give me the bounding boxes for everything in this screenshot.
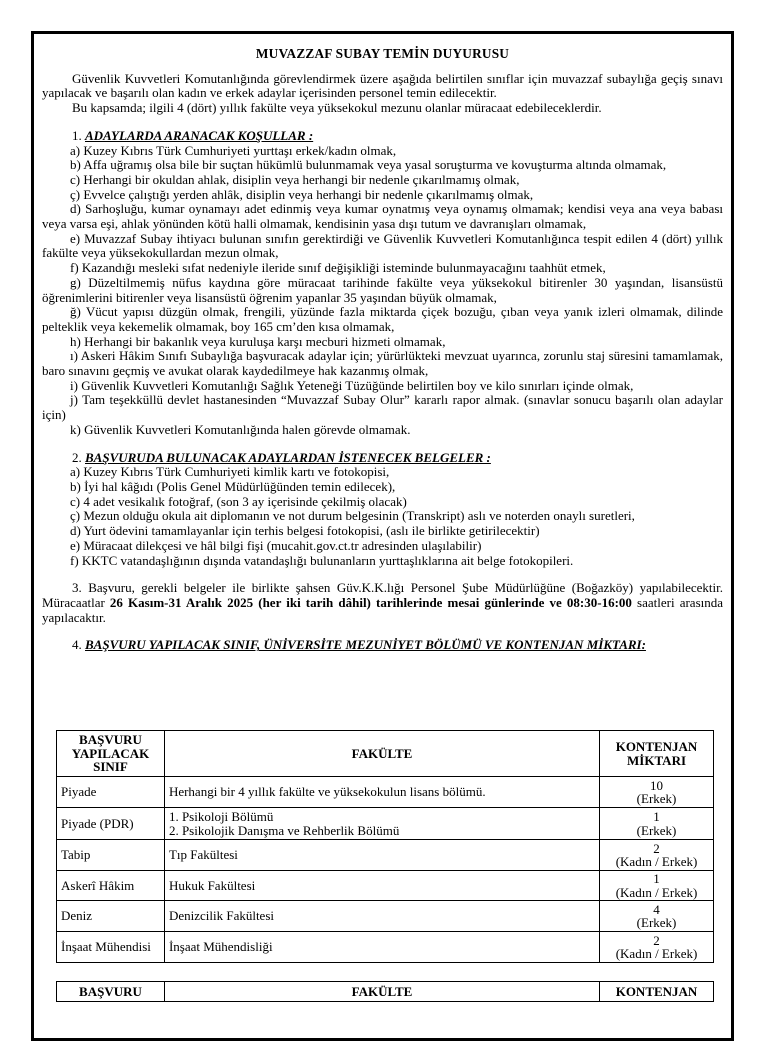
table-row (57, 932, 714, 963)
condition-item: j) Tam teşekküllü devlet hastanesinden “Muvazzaf Subay Olur” kararlı rapor almak. (sınavlar sonucu başarılı olan adaylar için) (42, 392, 723, 423)
cell-sinif: Deniz (57, 901, 165, 932)
page-title: MUVAZZAF SUBAY TEMİN DUYURUSU (255, 46, 510, 61)
document-item: ç) Mezun olduğu okula ait diplomanın ve not durum belgesinin (Transkript) aslı ve noterden onaylı suretleri, (70, 508, 635, 524)
document-item: f) KKTC vatandaşlığının dışında vatandaşlığı bulunanların yurttaşlıklarına ait belge fotokopileri. (70, 552, 574, 568)
cell-kontenjan: 4 (Erkek) (600, 901, 714, 932)
condition-item: f) Kazandığı mesleki sıfat nedeniyle ileride sınıf değişikliği isteminde bulunmayacağını taahhüt etmek, (70, 260, 606, 276)
quota-table (56, 730, 714, 963)
cell-kontenjan: 2 (Kadın / Erkek) (600, 932, 714, 963)
header-fakulte: FAKÜLTE (164, 731, 599, 777)
document-item: e) Müracaat dilekçesi ve hâl bilgi fişi (mucahit.gov.ct.tr adresinden ulaşılabilir) (70, 537, 482, 553)
header-fakulte: FAKÜLTE (164, 982, 599, 1002)
table-header-row (57, 731, 714, 777)
section-4-heading: 4. BAŞVURU YAPILACAK SINIF, ÜNİVERSİTE MEZUNİYET BÖLÜMÜ VE KONTENJAN MİKTARI: (72, 637, 646, 653)
header-kontenjan: KONTENJAN (600, 982, 714, 1002)
condition-item: d) Sarhoşluğu, kumar oynamayı adet edinmiş veya kumar oynatmış veya oynamış olmamak; kendisi veya ana veya babası veya varsa eşi, ahlak yönünden kötü halli olmamak, kendisinin yasa dışı tutum ve davranışları olmamak, (42, 201, 723, 232)
cell-kontenjan: 10 (Erkek) (600, 777, 714, 808)
header-sinif: BAŞVURU YAPILACAK SINIF (57, 731, 165, 777)
section-3-paragraph: 3. Başvuru, gerekli belgeler ile birlikte şahsen Güv.K.K.lığı Personel Şube Müdürlüğüne (Boğazköy) yapılabilecektir. Müracaatlar 26 Kasım-31 Aralık 2025 (her iki tarih dâhil) tarihlerinde mesai günlerinde ve 08:30-16:00 saatleri arasında yapılacaktır. (42, 580, 724, 625)
section-3 (42, 581, 723, 625)
condition-item: ğ) Vücut yapısı düzgün olmak, frengili, yüzünde fazla miktarda çiçek bozuğu, çıban veya yanık izleri olmamak, dilinde pelteklik veya kekemelik olmamak, boy 165 cm’den kısa olmamak, (42, 304, 723, 334)
section-4 (42, 638, 723, 653)
condition-item: ç) Evvelce çalıştığı yerden ahlâk, disiplin veya herhangi bir nedenle çıkarılmamış olmak, (70, 186, 534, 202)
condition-item: h) Herhangi bir bakanlık veya kuruluşa karşı mecburi hizmeti olmamak, (70, 333, 446, 349)
table-header-row (57, 982, 714, 1002)
cell-fakulte: Herhangi bir 4 yıllık fakülte ve yüksekokulun lisans bölümü. (164, 777, 599, 808)
document-item: a) Kuzey Kıbrıs Türk Cumhuriyeti kimlik kartı ve fotokopisi, (70, 464, 390, 480)
quota-table-continued (56, 981, 714, 1002)
document-item: b) İyi hal kâğıdı (Polis Genel Müdürlüğünden temin edilecek), (70, 478, 396, 494)
document-item: d) Yurt ödevini tamamlayanlar için terhis belgesi fotokopisi, (aslı ile birlikte getirilecektir) (70, 523, 540, 539)
section-2-heading: 2. BAŞVURUDA BULUNACAK ADAYLARDAN İSTENECEK BELGELER : (72, 449, 491, 465)
section-1 (42, 129, 723, 438)
cell-fakulte: Hukuk Fakültesi (164, 871, 599, 901)
condition-item: e) Muvazzaf Subay ihtiyacı bulunan sınıfın gerektirdiği ve Güvenlik Kuvvetleri Komutanlığınca tespit edilen 4 (dört) yıllık fakülte veya yüksekokullardan mezun olmak, (42, 230, 723, 261)
section-1-heading: 1. ADAYLARDA ARANACAK KOŞULLAR : (72, 127, 314, 143)
condition-item: g) Düzeltilmemiş nüfus kaydına göre müracaat tarihinde fakülte veya yüksekokul bitirenler 30 yaşından, lisansüstü öğrenimlerini bitirenler veya lisansüstü öğrenim yapanlar 35 yaşından büyük olmamak, (42, 274, 723, 305)
section-2 (42, 451, 723, 569)
cell-sinif: Piyade (57, 777, 165, 808)
condition-item: ı) Askeri Hâkim Sınıfı Subaylığa başvuracak adaylar için; yürürlükteki mevzuat uyarınca, zorunlu staj süresini tamamlamak, baro sınavını geçmiş ve avukat olarak kaydedilmeye hak kazanmış olmak, (42, 348, 723, 379)
condition-item: k) Güvenlik Kuvvetleri Komutanlığında halen görevde olmamak. (70, 421, 411, 437)
cell-fakulte: 1. Psikoloji Bölümü 2. Psikolojik Danışma ve Rehberlik Bölümü (164, 808, 599, 840)
cell-sinif: Tabip (57, 840, 165, 871)
table-row (57, 777, 714, 808)
intro-paragraph-1: Güvenlik Kuvvetleri Komutanlığında görevlendirmek üzere aşağıda belirtilen sınıflar için muvazzaf subaylığa geçiş sınavı yapılacak ve başarılı olan kadın ve erkek adaylar içerisinden personel temin edilecektir. (42, 70, 723, 101)
intro-paragraph-2: Bu kapsamda; ilgili 4 (dört) yıllık fakülte veya yüksekokul mezunu olanlar müracaat edebileceklerdir. (72, 100, 602, 116)
cell-sinif: İnşaat Mühendisi (57, 932, 165, 963)
cell-kontenjan: 1 (Kadın / Erkek) (600, 871, 714, 901)
cell-sinif: Piyade (PDR) (57, 808, 165, 840)
condition-item: b) Affa uğramış olsa bile bir suçtan hükümlü bulunmamak veya yasal soruşturma ve kovuşturma altında olmamak, (70, 157, 667, 173)
table-row (57, 840, 714, 871)
cell-fakulte: Denizcilik Fakültesi (164, 901, 599, 932)
cell-fakulte: İnşaat Mühendisliği (164, 932, 599, 963)
document-item: c) 4 adet vesikalık fotoğraf, (son 3 ay içerisinde çekilmiş olacak) (70, 493, 407, 509)
cell-sinif: Askerî Hâkim (57, 871, 165, 901)
cell-fakulte: Tıp Fakültesi (164, 840, 599, 871)
announcement-body (42, 43, 723, 653)
cell-kontenjan: 2 (Kadın / Erkek) (600, 840, 714, 871)
condition-item: i) Güvenlik Kuvvetleri Komutanlığı Sağlık Yeteneği Tüzüğünde belirtilen boy ve kilo sınırları içinde olmak, (70, 377, 634, 393)
header-kontenjan: KONTENJAN MİKTARI (600, 731, 714, 777)
table-row (57, 901, 714, 932)
cell-kontenjan: 1 (Erkek) (600, 808, 714, 840)
condition-item: a) Kuzey Kıbrıs Türk Cumhuriyeti yurttaşı erkek/kadın olmak, (70, 142, 397, 158)
table-row (57, 808, 714, 840)
condition-item: c) Herhangi bir okuldan ahlak, disiplin veya herhangi bir nedenle çıkarılmamış olmak, (70, 171, 520, 187)
header-sinif: BAŞVURU (57, 982, 165, 1002)
table-row (57, 871, 714, 901)
